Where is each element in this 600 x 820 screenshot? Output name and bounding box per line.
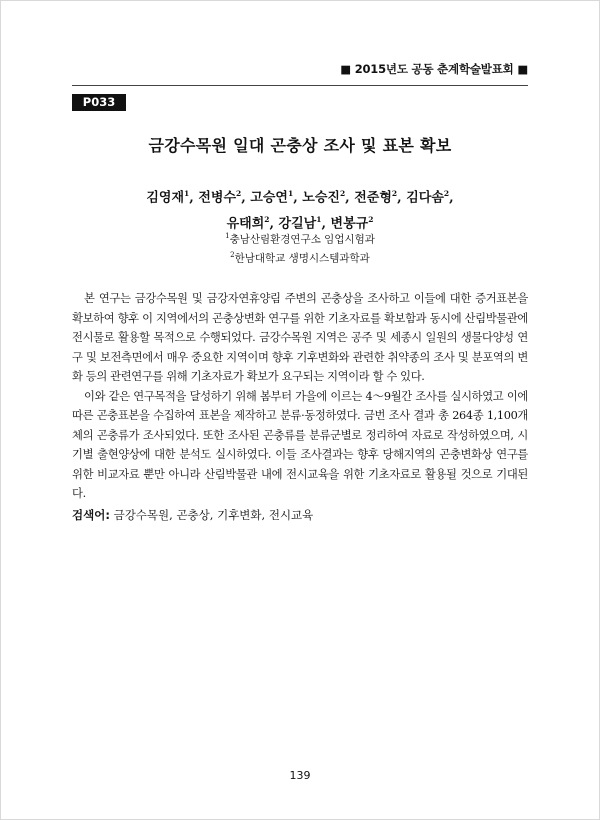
paper-code-badge: P033 <box>72 94 126 111</box>
author-name: 강길남 <box>278 216 317 232</box>
abstract-paragraph: 이와 같은 연구목적을 달성하기 위해 봄부터 가을에 이르는 4～9월간 조사를 실시하였고 이에 따른 곤충표본을 수집하여 표본을 제작하고 분류·동정하였다. 금번 조사 결과 총 264종 1,100개체의 곤충류가 조사되었다. 또한 조사된 곤충류를 분류군별로 정리하여 자료로 작성하였으며, 시기별 출현양상에 대한 분석도 실시하였다. 이들 조사결과는 향후 당해지역의 곤충변화상 연구를 위한 비교자료 뿐만 아니라 산림박물관 내에 전시교육을 위한 기초자료로 활용될 것으로 기대된다. <box>72 389 528 500</box>
author-name: 김다솜 <box>406 190 444 206</box>
author-name: 전준형 <box>354 190 392 206</box>
affiliation-list <box>72 229 528 266</box>
affiliation: $^1$충남산림환경연구소 임업시험과 <box>225 232 375 246</box>
author-affiliation-mark: 2 <box>339 189 346 198</box>
keywords-text: 금강수목원, 곤충상, 기후변화, 전시교육 <box>113 508 314 522</box>
page-number: 139 <box>289 769 311 782</box>
keywords-label: 검색어: <box>72 508 110 522</box>
author-affiliation-mark: 1 <box>287 189 294 198</box>
affiliation: $^2$한남대학교 생명시스템과학과 <box>230 250 370 264</box>
author-affiliation-mark: 2 <box>368 215 374 225</box>
author-affiliation-mark: 2 <box>264 215 270 225</box>
author-list <box>72 183 528 236</box>
author-affiliation-mark: 1 <box>184 189 190 198</box>
abstract-paragraph: 본 연구는 금강수목원 및 금강자연휴양림 주변의 곤충상을 조사하고 이들에 대한 증거표본을 확보하여 향후 이 지역에서의 곤충상변화 연구를 위한 기초자료를 확보함과 동시에 산림박물관에 전시물로 활용할 목적으로 수행되었다. 금강수목원 지역은 공주 및 세종시 일원의 생물다양성 연구 및 보전측면에서 매우 중요한 지역이며 향후 기후변화와 관련한 취약종의 조사 및 분포역의 변화 등의 관련연구를 위해 기초자료가 확보가 요구되는 지역이라 할 수 있다. <box>72 292 528 383</box>
author-affiliation-mark: 2 <box>443 189 450 198</box>
author-affiliation-mark: 1 <box>316 215 322 225</box>
author-name: 노승진 <box>302 190 340 206</box>
author-line: 유태희$^2$, 강길남$^1$, 변봉규$^2$ <box>226 215 374 232</box>
author-name: 김영재 <box>146 190 185 206</box>
paper-title: 금강수목원 일대 곤충상 조사 및 표본 확보 <box>148 136 452 155</box>
author-line: 김영재$^1$, 전병수$^2$, 고승연$^1$, 노승진$^2$, 전준형$^2$, 김다솜$^2$, <box>146 189 454 206</box>
author-affiliation-mark: 2 <box>236 189 242 198</box>
author-affiliation-mark: 2 <box>391 189 398 198</box>
abstract <box>72 289 528 504</box>
author-name: 유태희 <box>226 216 265 232</box>
author-name: 전병수 <box>198 190 237 206</box>
keywords <box>72 507 528 523</box>
running-header <box>72 61 528 86</box>
author-name: 고승연 <box>250 190 288 206</box>
author-name: 변봉규 <box>330 216 369 232</box>
running-title: ■ 2015년도 공동 춘계학술발표회 ■ <box>340 62 528 76</box>
